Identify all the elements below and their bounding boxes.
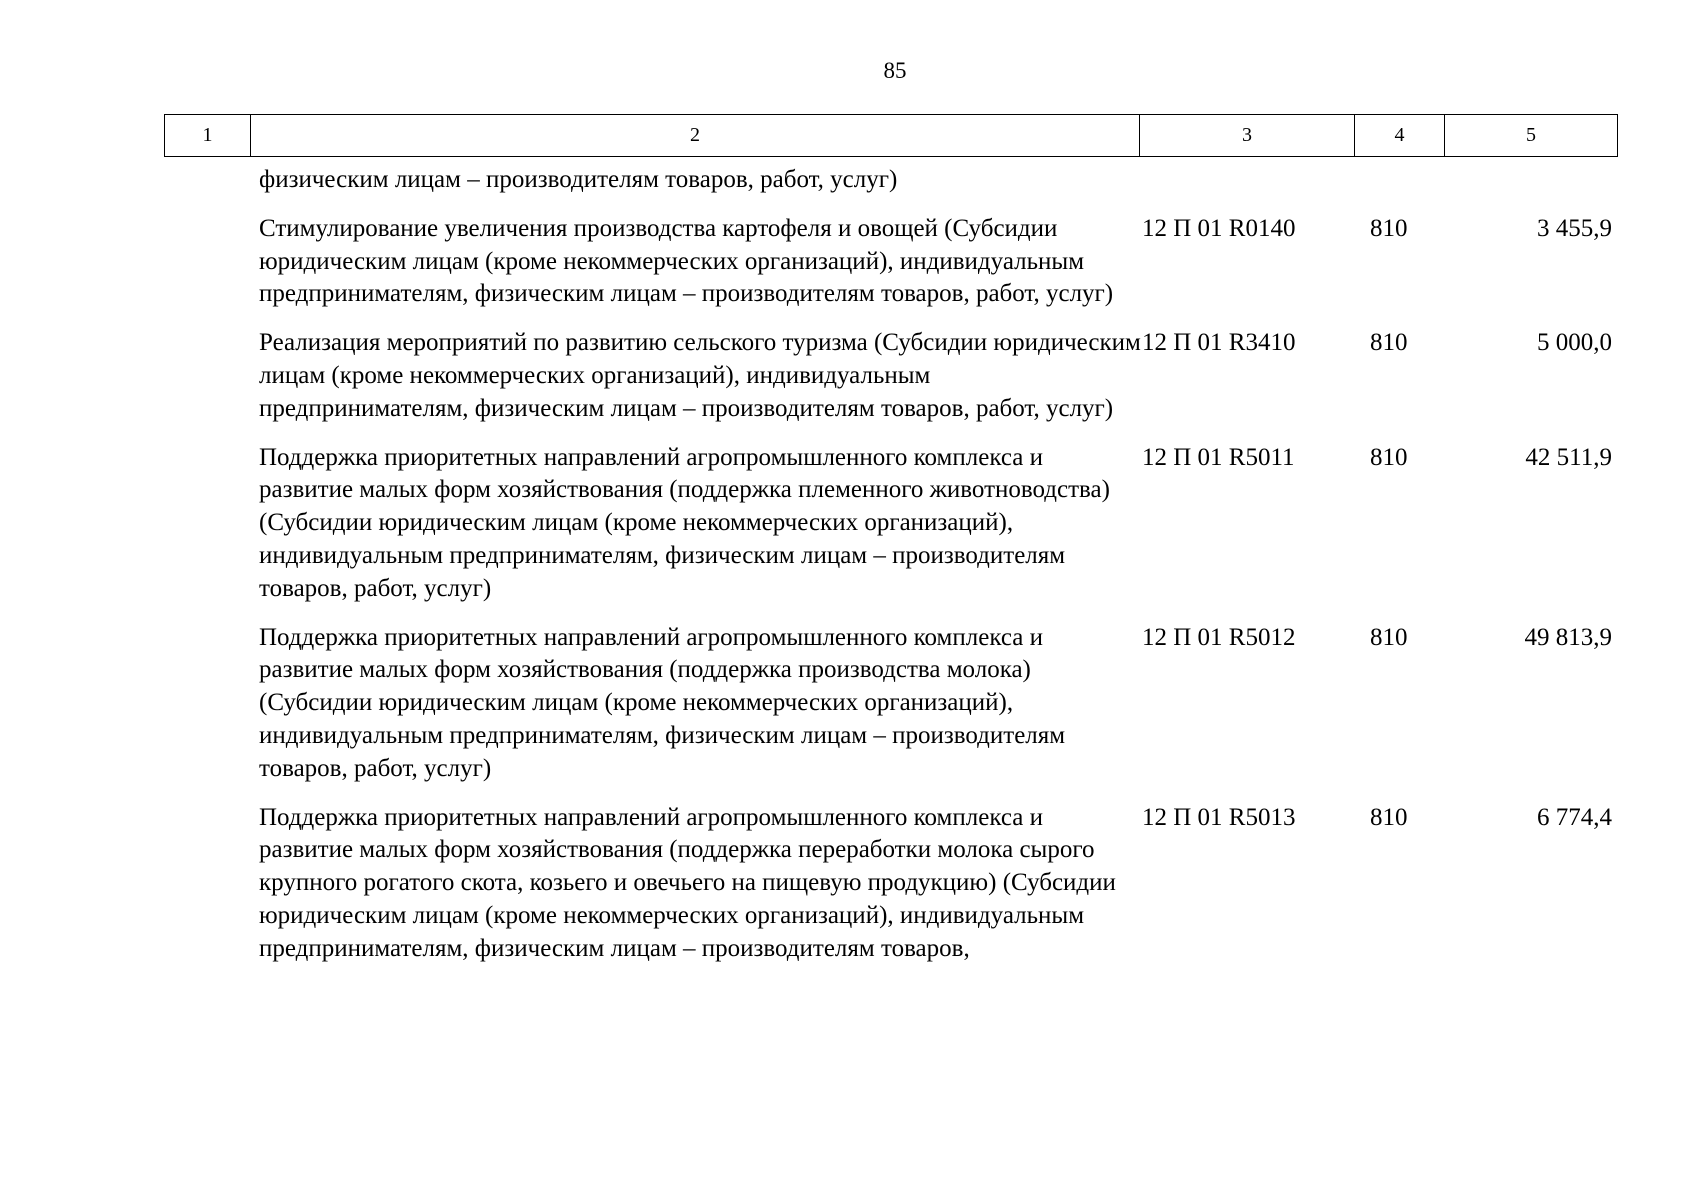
row-amount: 42 511,9 [1525, 443, 1612, 471]
row-amount: 6 774,4 [1537, 803, 1612, 831]
row-code: 12 П 01 R3410 [1142, 329, 1296, 357]
row-description: Реализация мероприятий по развитию сельского туризма (Субсидии юридическим лицам (кроме некоммерческих организаций), индивидуальным предпринимателям, физическим лицам – производителям товаров, работ, услуг) [259, 329, 1141, 422]
row-kvr: 810 [1370, 803, 1408, 831]
row-description: Поддержка приоритетных направлений агропромышленного комплекса и развитие малых форм хозяйствования (поддержка производства молока) (Субсидии юридическим лицам (кроме некоммерческих организаций), индивидуальным предпринимателям, физическим лицам – производителям товаров, работ, услуг) [259, 623, 1066, 782]
header-col-2: 2 [251, 115, 1140, 157]
row-kvr: 810 [1370, 443, 1408, 471]
header-row [165, 115, 1618, 157]
table-row [259, 442, 1612, 606]
row-code: 12 П 01 R5012 [1142, 623, 1296, 651]
table-row [259, 622, 1612, 786]
table-header [164, 114, 1618, 157]
table-row [259, 164, 1612, 197]
row-code: 12 П 01 R0140 [1142, 214, 1296, 242]
row-amount: 49 813,9 [1524, 623, 1612, 651]
row-description: Поддержка приоритетных направлений агропромышленного комплекса и развитие малых форм хозяйствования (поддержка племенного животноводства) (Субсидии юридическим лицам (кроме некоммерческих организаций), индивидуальным предпринимателям, физическим лицам – производителям товаров, работ, услуг) [259, 443, 1110, 602]
header-col-3: 3 [1140, 115, 1355, 157]
row-kvr: 810 [1370, 214, 1408, 242]
row-description: Поддержка приоритетных направлений агропромышленного комплекса и развитие малых форм хозяйствования (поддержка переработки молока сырого крупного рогатого скота, козьего и овечьего на пищевую продукцию) (Субсидии юридическим лицам (кроме некоммерческих организаций), индивидуальным предпринимателям, физическим лицам – производителям товаров, [259, 803, 1116, 962]
row-kvr: 810 [1370, 329, 1408, 357]
header-col-4: 4 [1355, 115, 1445, 157]
row-kvr: 810 [1370, 623, 1408, 651]
table-body [259, 164, 1612, 982]
row-code: 12 П 01 R5013 [1142, 803, 1296, 831]
continuation-text: физическим лицам – производителям товаров, работ, услуг) [259, 166, 898, 193]
row-description: Стимулирование увеличения производства картофеля и овощей (Субсидии юридическим лицам (кроме некоммерческих организаций), индивидуальным предпринимателям, физическим лицам – производителям товаров, работ, услуг) [259, 214, 1114, 308]
row-amount: 5 000,0 [1537, 329, 1612, 357]
table-row [259, 327, 1612, 425]
header-col-1: 1 [165, 115, 251, 157]
table-row [259, 213, 1612, 311]
page-number: 85 [883, 58, 907, 83]
row-code: 12 П 01 R5011 [1142, 443, 1295, 471]
header-col-5: 5 [1445, 115, 1618, 157]
row-amount: 3 455,9 [1537, 214, 1612, 242]
table-row [259, 802, 1612, 966]
